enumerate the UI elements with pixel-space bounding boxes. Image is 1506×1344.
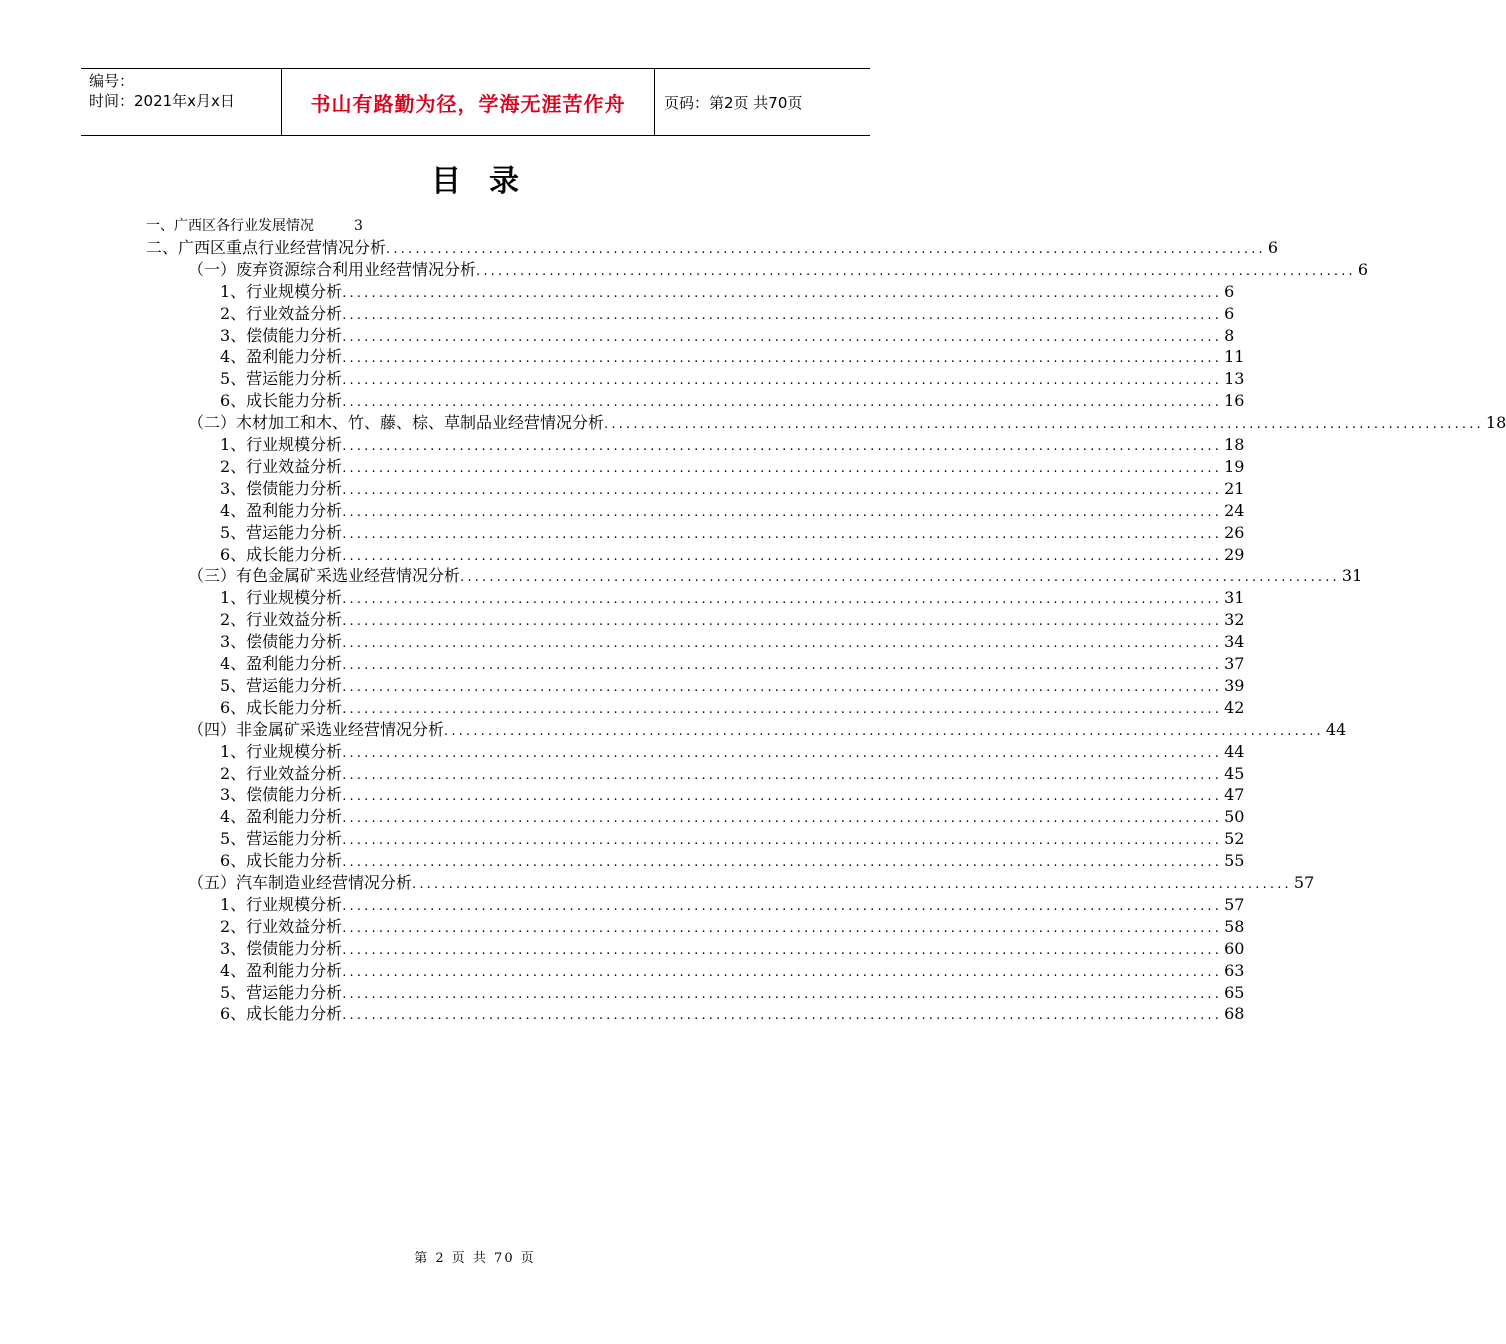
toc-leader-dots: ........................................................................................................................ xyxy=(342,395,1223,411)
toc-entry[interactable] xyxy=(220,960,1245,982)
toc-entry-title: 4、盈利能力分析 xyxy=(220,654,343,673)
toc-entry-title: 4、盈利能力分析 xyxy=(220,500,343,520)
toc-entry-page: 57 xyxy=(1293,873,1315,892)
toc-leader-dots: ........................................................................................................................ xyxy=(342,1008,1223,1024)
toc-entry-title: 4、盈利能力分析 xyxy=(220,807,343,827)
toc-entry-title: 二、广西区重点行业经营情况分析 xyxy=(146,237,387,257)
toc-leader-dots: ........................................................................................................................ xyxy=(412,877,1292,892)
toc-entry[interactable] xyxy=(220,938,1245,960)
toc-leader-dots: ........................................................................................................................ xyxy=(342,964,1223,980)
toc-leader-dots: ........................................................................................................................ xyxy=(342,285,1223,301)
toc-entry[interactable] xyxy=(220,828,1245,850)
toc-leader-dots: ........................................................................................................................ xyxy=(444,723,1324,739)
toc-entry-page: 6 xyxy=(1357,259,1369,279)
toc-entry[interactable] xyxy=(220,478,1245,500)
toc-entry-page: 42 xyxy=(1224,697,1245,717)
toc-entry[interactable] xyxy=(146,237,1279,259)
toc-entry-page: 31 xyxy=(1341,566,1363,586)
toc-entry-title: （二）木材加工和木、竹、藤、棕、草制品业经营情况分析 xyxy=(188,413,605,433)
toc-entry-page: 31 xyxy=(1224,588,1245,608)
toc-entry-page: 68 xyxy=(1224,1004,1245,1024)
toc-entry[interactable] xyxy=(220,303,1235,325)
toc-entry[interactable] xyxy=(220,806,1245,828)
toc-entry-title: 6、成长能力分析 xyxy=(220,391,343,411)
toc-entry-title: 一、广西区各行业发展情况 xyxy=(146,218,314,234)
toc-entry[interactable] xyxy=(220,281,1235,303)
toc-leader-dots: ........................................................................................................................ xyxy=(460,570,1340,586)
toc-entry[interactable] xyxy=(220,456,1245,478)
toc-leader-dots: ........................................................................................................................ xyxy=(342,351,1223,367)
toc-entry-page: 52 xyxy=(1224,829,1245,849)
toc-entry[interactable] xyxy=(188,872,1315,894)
toc-leader-dots: ........................................................................................................................ xyxy=(342,658,1223,673)
toc-entry-title: 5、营运能力分析 xyxy=(220,369,343,389)
toc-entry-page: 6 xyxy=(1224,281,1235,301)
page-header xyxy=(81,68,870,136)
toc-entry-title: 5、营运能力分析 xyxy=(220,982,343,1002)
toc-entry-page: 65 xyxy=(1224,982,1245,1002)
toc-leader-dots: ........................................................................................................................ xyxy=(342,482,1223,498)
number-label: 编号： xyxy=(89,72,135,90)
toc-entry-title: 4、盈利能力分析 xyxy=(220,960,343,980)
toc-entry[interactable] xyxy=(220,631,1245,653)
toc-entry[interactable] xyxy=(220,325,1235,347)
toc-entry[interactable] xyxy=(220,500,1245,522)
toc-entry-title: 3、偿债能力分析 xyxy=(220,325,343,345)
toc-entry-title: （一）废弃资源综合利用业经营情况分析 xyxy=(188,259,477,279)
header-left-cell xyxy=(81,69,281,135)
toc-entry-page: 58 xyxy=(1224,916,1245,936)
toc-entry-title: 2、行业效益分析 xyxy=(220,610,343,630)
toc-entry-title: 1、行业规模分析 xyxy=(220,435,343,454)
toc-entry[interactable] xyxy=(220,390,1245,412)
toc-entry-page: 13 xyxy=(1224,369,1245,389)
page-title: 目录 xyxy=(431,164,547,199)
toc-entry[interactable] xyxy=(220,609,1245,631)
toc-entry-page: 34 xyxy=(1224,632,1245,652)
toc-entry-title: 3、偿债能力分析 xyxy=(220,785,343,805)
toc-entry-page: 26 xyxy=(1224,522,1245,542)
toc-entry-page: 6 xyxy=(1267,237,1279,257)
toc-leader-dots: ........................................................................................................................ xyxy=(342,811,1223,827)
toc-entry-title: （三）有色金属矿采选业经营情况分析 xyxy=(188,566,461,586)
toc-leader-dots: ........................................................................................................................ xyxy=(342,329,1223,345)
toc-entry-page: 21 xyxy=(1224,478,1245,498)
toc-entry-title: 2、行业效益分析 xyxy=(220,303,343,323)
toc-leader-dots: ........................................................................................................................ xyxy=(342,439,1223,454)
toc-leader-dots: ........................................................................................................................ xyxy=(386,241,1266,257)
toc-entry-title: 6、成长能力分析 xyxy=(220,697,343,717)
toc-entry[interactable] xyxy=(220,544,1245,566)
toc-leader-dots: ........................................................................................................................ xyxy=(342,460,1223,476)
toc-entry[interactable] xyxy=(220,763,1245,785)
toc-entry-page: 32 xyxy=(1224,610,1245,630)
toc-leader-dots: ........................................................................................................................ xyxy=(342,592,1223,608)
toc-entry[interactable] xyxy=(220,784,1245,806)
toc-entry-page: 50 xyxy=(1224,807,1245,827)
toc-leader-dots: ........................................................................................................................ xyxy=(342,898,1223,914)
toc-leader-dots: ........................................................................................................................ xyxy=(342,920,1223,936)
toc-entry-title: 4、盈利能力分析 xyxy=(220,347,343,367)
time-label: 时间：2021年x月x日 xyxy=(89,92,235,110)
toc-entry-page: 57 xyxy=(1224,894,1245,914)
toc-leader-dots: ........................................................................................................................ xyxy=(342,548,1223,564)
toc-entry-page: 55 xyxy=(1224,851,1245,871)
toc-entry-page: 3 xyxy=(354,218,363,234)
toc-entry-title: 6、成长能力分析 xyxy=(220,544,343,564)
toc-leader-dots: ........................................................................................................................ xyxy=(342,833,1223,849)
toc-entry-title: 6、成长能力分析 xyxy=(220,1004,343,1024)
toc-entry[interactable] xyxy=(220,653,1245,675)
toc-leader-dots: ........................................................................................................................ xyxy=(342,636,1223,652)
toc-entry[interactable] xyxy=(220,982,1245,1004)
toc-entry-title: 1、行业规模分析 xyxy=(220,588,343,608)
toc-entry-title: 3、偿债能力分析 xyxy=(220,632,343,652)
page-footer: 第 2 页 共 70 页 xyxy=(414,1251,536,1266)
toc-entry-page: 45 xyxy=(1224,763,1245,783)
header-page-info: 页码：第2页 共70页 xyxy=(664,93,803,112)
toc-entry[interactable] xyxy=(188,259,1369,281)
toc-leader-dots: ........................................................................................................................ xyxy=(342,745,1223,761)
toc-entry[interactable] xyxy=(220,894,1245,916)
toc-entry-title: 5、营运能力分析 xyxy=(220,829,343,849)
toc-entry-page: 44 xyxy=(1325,719,1347,739)
toc-entry-title: （五）汽车制造业经营情况分析 xyxy=(188,873,413,892)
toc-entry-title: 2、行业效益分析 xyxy=(220,456,343,476)
toc-entry-page: 60 xyxy=(1224,938,1245,958)
toc-entry-page: 8 xyxy=(1224,325,1235,345)
toc-leader-dots: ........................................................................................................................ xyxy=(342,701,1223,717)
toc-entry-title: 1、行业规模分析 xyxy=(220,894,343,914)
toc-entry[interactable] xyxy=(220,697,1245,719)
toc-entry-page: 19 xyxy=(1224,456,1245,476)
toc-leader-dots: ........................................................................................................................ xyxy=(342,373,1223,389)
toc-entry-page: 37 xyxy=(1224,654,1245,673)
toc-leader-dots: ........................................................................................................................ xyxy=(476,263,1356,279)
header-motto: 书山有路勤为径，学海无涯苦作舟 xyxy=(281,69,655,135)
toc-leader-dots: ........................................................................................................................ xyxy=(342,504,1223,520)
toc-entry-page: 39 xyxy=(1224,675,1245,695)
toc-entry-title: 1、行业规模分析 xyxy=(220,741,343,761)
toc-leader-dots: ........................................................................................................................ xyxy=(342,855,1223,871)
toc-entry-page: 63 xyxy=(1224,960,1245,980)
toc-entry[interactable] xyxy=(146,215,436,237)
toc-entry-title: 3、偿债能力分析 xyxy=(220,478,343,498)
toc-entry-title: 6、成长能力分析 xyxy=(220,851,343,871)
toc-entry[interactable] xyxy=(188,412,1506,434)
toc-entry-page: 6 xyxy=(1224,303,1235,323)
toc-leader-dots: ........................................................................................................................ xyxy=(342,986,1223,1002)
toc-entry-title: 5、营运能力分析 xyxy=(220,675,343,695)
toc-entry-title: （四）非金属矿采选业经营情况分析 xyxy=(188,719,445,739)
toc-entry[interactable] xyxy=(220,916,1245,938)
toc-entry[interactable] xyxy=(220,434,1245,456)
toc-leader-dots: ........................................................................................................................ xyxy=(342,614,1223,630)
toc-entry-title: 5、营运能力分析 xyxy=(220,522,343,542)
toc-entry[interactable] xyxy=(220,850,1245,872)
toc-entry-page: 44 xyxy=(1224,741,1245,761)
toc-entry[interactable] xyxy=(220,522,1245,544)
toc-entry-page: 29 xyxy=(1224,544,1245,564)
toc-entry-title: 2、行业效益分析 xyxy=(220,916,343,936)
toc-entry-title: 2、行业效益分析 xyxy=(220,763,343,783)
toc-entry-page: 47 xyxy=(1224,785,1245,805)
toc-entry-page: 18 xyxy=(1224,435,1245,454)
toc-entry[interactable] xyxy=(220,368,1245,390)
toc-leader-dots: ........................................................................................................................ xyxy=(342,679,1223,695)
toc-leader-dots: ........................................................................................................................ xyxy=(342,526,1223,542)
toc-entry[interactable] xyxy=(188,565,1363,587)
toc-leader-dots: ........................................................................................................................ xyxy=(604,417,1484,433)
toc-entry-page: 18 xyxy=(1485,413,1506,433)
toc-entry-page: 24 xyxy=(1224,500,1245,520)
toc-entry-page: 16 xyxy=(1224,391,1245,411)
toc-leader-dots: ........................................................................................................................ xyxy=(342,942,1223,958)
toc-entry[interactable] xyxy=(220,675,1245,697)
toc-entry-title: 1、行业规模分析 xyxy=(220,281,343,301)
toc-entry[interactable] xyxy=(220,587,1245,609)
toc-entry[interactable] xyxy=(220,346,1245,368)
toc-entry[interactable] xyxy=(188,719,1347,741)
toc-leader-dots: ........................................................................................................................ xyxy=(342,307,1223,323)
toc-entry[interactable] xyxy=(220,1003,1245,1025)
toc-entry-title: 3、偿债能力分析 xyxy=(220,938,343,958)
toc-leader-dots: ........................................................................................................................ xyxy=(342,789,1223,805)
toc-entry[interactable] xyxy=(220,741,1245,763)
toc-leader-dots: ........................................................................................................................ xyxy=(342,767,1223,783)
toc-entry-page: 11 xyxy=(1224,347,1245,367)
